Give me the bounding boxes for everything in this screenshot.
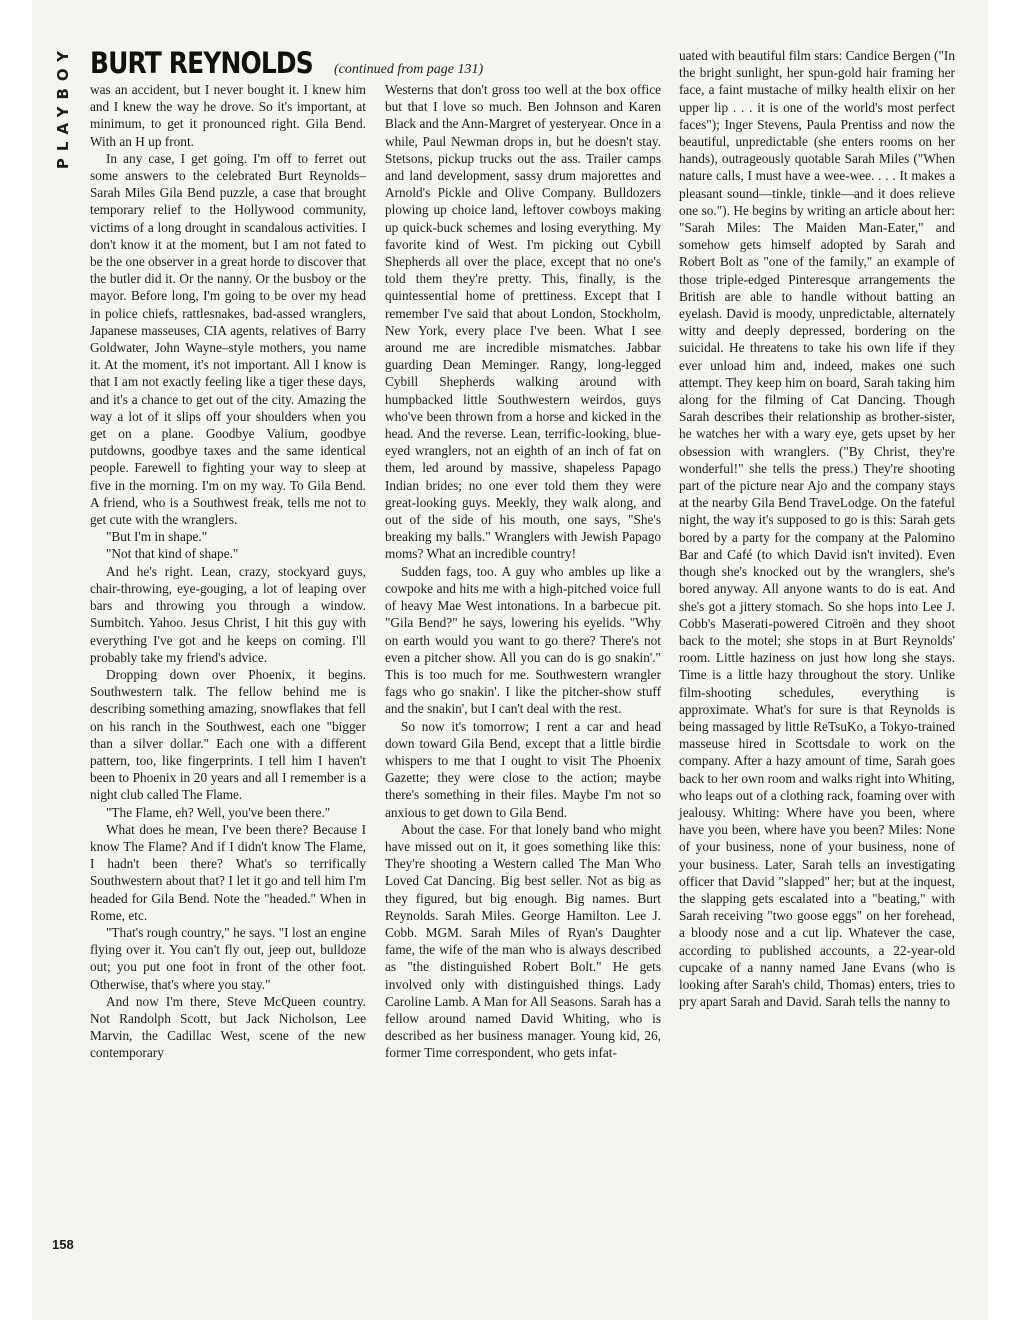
paragraph: So now it's tomorrow; I rent a car and head down toward Gila Bend, except that a little birdie whispers to me that I ought to visit The Phoenix Gazette; they were close to the action; maybe there's something in their files. Maybe I'm not so anxious to get down to Gila Bend. — [385, 718, 661, 820]
text-column-1 — [90, 81, 366, 1062]
paragraph: What does he mean, I've been there? Because I know The Flame? And if I didn't know The Flame, I hadn't been there? What's so terrifically Southwestern about that? I let it go and tell him I'm headed for Gila Bend. Note the "headed." When in Rome, etc. — [90, 821, 366, 923]
paragraph: Dropping down over Phoenix, it begins. Southwestern talk. The fellow behind me is describing something amazing, snowflakes that fell on his ranch in the Southwest, each one "bigger than a silver dollar." Each one with a different pattern, too, like fingerprints. I tell him I haven't been to Phoenix in 20 years and all I remember is a night club called The Flame. — [90, 666, 366, 803]
paragraph: And he's right. Lean, crazy, stockyard guys, chair-throwing, eye-gouging, a lot of leaping over bars and throwing you through a window. Sumbitch. Yahoo. Jesus Christ, I hit this guy with everything I've got and he keeps on coming. I'll probably take my friend's advice. — [90, 563, 366, 665]
paragraph: "The Flame, eh? Well, you've been there." — [106, 804, 331, 820]
page-number: 158 — [52, 1237, 74, 1252]
article-title: BURT REYNOLDS — [90, 46, 313, 80]
paragraph: Sudden fags, too. A guy who ambles up like a cowpoke and hits me with a high-pitched voice full of heavy Mae West intonations. In a barbecue pit. "Gila Bend?" he says, lowering his eyelids. "Why on earth would you want to go there? There's not even a pitcher show. All you can do is go snakin'." This is too much for me. Southwestern wrangler fags who go snakin'. I like the pitcher-show stuff and the snakin', but I can't deal with the rest. — [385, 563, 661, 717]
magazine-name-sidebar: PLAYBOY — [54, 44, 72, 170]
text-column-3 — [679, 47, 955, 1010]
text-column-2 — [385, 81, 661, 1062]
paragraph: Westerns that don't gross too well at the box office but that I love so much. Ben Johnson and Karen Black and the Ann-Margret of yesteryear. Once in a while, Paul Newman drops in, but he doesn't stay. Stetsons, pickup trucks out the ass. Trailer camps and land development, sassy drum majorettes and Arnold's Pickle and Olive Company. Bulldozers plowing up choice land, leftover cowboys making up quick-buck schemes and losing everything. My favorite kind of West. I'm picking out Cybill Shepherds all over the place, except that no one's told them they're pretty. This, finally, is the quintessential home of prettiness. Except that I remember I've said that about London, Stockholm, New York, every place I've been. What I see around me are incredible mismatches. Jabbar guarding Dean Meminger. Rangy, long-legged Cybill Shepherds walking around with humpbacked little Southwestern weirdos, guys who've been thrown from a horse and kicked in the head. And the reverse. Lean, terrific-looking, blue-eyed wranglers, not an eighth of an inch of fat on them, led around by massive, shapeless Papago Indian brides; no one ever told them they were great-looking guys. Meekly, they walk along, and out of the side of his mouth, one says, "She's breaking my balls." Wranglers with Jewish Papago moms? What an incredible country! — [385, 82, 661, 562]
paragraph: In any case, I get going. I'm off to ferret out some answers to the celebrated Burt Reynolds–Sarah Miles Gila Bend puzzle, a case that brought temporary relief to the Hollywood community, victims of a long drought in scandalous activities. I don't know it at the moment, but I am not fated to be the one observer in a great horde to discover that the butler did it. Or the nanny. Or the busboy or the mayor. Before long, I'm going to be over my head in police chiefs, rattlesnakes, bad-assed wranglers, Japanese masseuses, CIA agents, relatives of Barry Goldwater, John Wayne–style mothers, you name it. At the moment, it's not important. All I know is that I am not exactly feeling like a tiger these days, and it's a chance to get out of the city. Amazing the way a lot of it slips off your shoulders when you get on a plane. Goodbye Valium, goodbye putdowns, goodbye taxes and the same identical people. Farewell to fighting your way to sleep at five in the morning. I'm on my way. To Gila Bend. A friend, who is a Southwest freak, tells me not to get cute with the wranglers. — [90, 150, 366, 528]
paragraph: "But I'm in shape." — [106, 529, 208, 545]
article-headline — [90, 46, 483, 80]
paragraph: uated with beautiful film stars: Candice Bergen ("In the bright sunlight, her spun-gold hair framing her face, a faint mustache of milky health elixir on her upper lip . . . it is one of the world's most perfect faces"); Inger Stevens, Paula Prentiss and now the beautiful, unpredictable (she enters rooms on her hands), outrageously quotable Sarah Miles ("When nature calls, I must have a wee-wee. . . . It makes a pleasant sound—tinkle, tinkle—and it does relieve one so."). He begins by writing an article about her: "Sarah Miles: The Maiden Man-Eater," and somehow gets himself adopted by Sarah and Robert Bolt as "one of the family," an example of those triple-edged Pinteresque arrangements the British are able to handle without batting an eyelash. David is moody, unpredictable, alternately witty and deeply depressed, bordering on the suicidal. He threatens to take his own life if they ever unload him and, indeed, makes one such attempt. They keep him on board, Sarah taking him along for the filming of Cat Dancing. Though Sarah describes their relationship as brother-sister, he watches her with a wary eye, gets upset by her obsession with wranglers. ("By Christ, they're wonderful!" she tells the press.) They're shooting part of the picture near Ajo and the company stays at the nearby Gila Bend TraveLodge. On the fateful night, the way it's supposed to go is this: Sarah gets bored by a party for the company at the Palomino Bar and Café (to which David isn't invited). Even though she's knocked out by the wranglers, she's bored anyway. All anyone wants to do is eat. And she's got a jittery stomach. So she hops into Lee J. Cobb's Maserati-powered Citroën and they shoot back to the motel; she stops in at Burt Reynolds' room. Little haziness on just how long she stays. Time is a little hazy throughout the story. Unlike film-shooting schedules, everything is approximate. What's for sure is that Reynolds is being massaged by little ReTsuKo, a Tokyo-trained masseuse hired in Scottsdale to work on the company. After a hazy amount of time, Sarah goes back to her own room and walks right into Whiting, who leaps out of a clothing rack, foaming over with jealousy. Whiting: Where have you been, where have you been, where have you been? Miles: None of your business, none of your business, none of your business. Later, Sarah tells an investigating officer that David "slapped" her; but at the inquest, the slapping gets escalated into a "beating," with Sarah receiving "two goose eggs" on her forehead, a bloody nose and a cut lip. Whatever the case, according to published accounts, a 22-year-old cupcake of a nanny named Jane Evans (who is looking after Sarah's child, Thomas) enters, tries to pry apart Sarah and David. Sarah tells the nanny to — [679, 48, 955, 1010]
paragraph: "That's rough country," he says. "I lost an engine flying over it. You can't fly out, jeep out, bulldoze out; you put one foot in front of the other foot. Otherwise, that's where you stay." — [90, 924, 366, 992]
continued-note: (continued from page 131) — [334, 62, 484, 77]
paragraph: And now I'm there, Steve McQueen country. Not Randolph Scott, but Jack Nicholson, Lee Marvin, the Cadillac West, scene of the new contemporary — [90, 993, 366, 1061]
paragraph: was an accident, but I never bought it. I knew him and I knew the way he drove. So it's important, at minimum, to get it pronounced right. Gila Bend. With an H up front. — [90, 82, 366, 149]
paragraph: "Not that kind of shape." — [106, 546, 239, 562]
magazine-page — [32, 0, 988, 1320]
paragraph: About the case. For that lonely band who might have missed out on it, it goes something like this: They're shooting a Western called The Man Who Loved Cat Dancing. Big best seller. Not as big as they figured, but big enough. Big names. Burt Reynolds. Sarah Miles. George Hamilton. Lee J. Cobb. MGM. Sarah Miles of Ryan's Daughter fame, the wife of the man who is always described as "the distinguished Robert Bolt." He gets involved only with distinguished things. Lady Caroline Lamb. A Man for All Seasons. Sarah has a fellow around named David Whiting, who is described as her business manager. Young kid, 26, former Time correspondent, who gets infat- — [385, 821, 661, 1061]
